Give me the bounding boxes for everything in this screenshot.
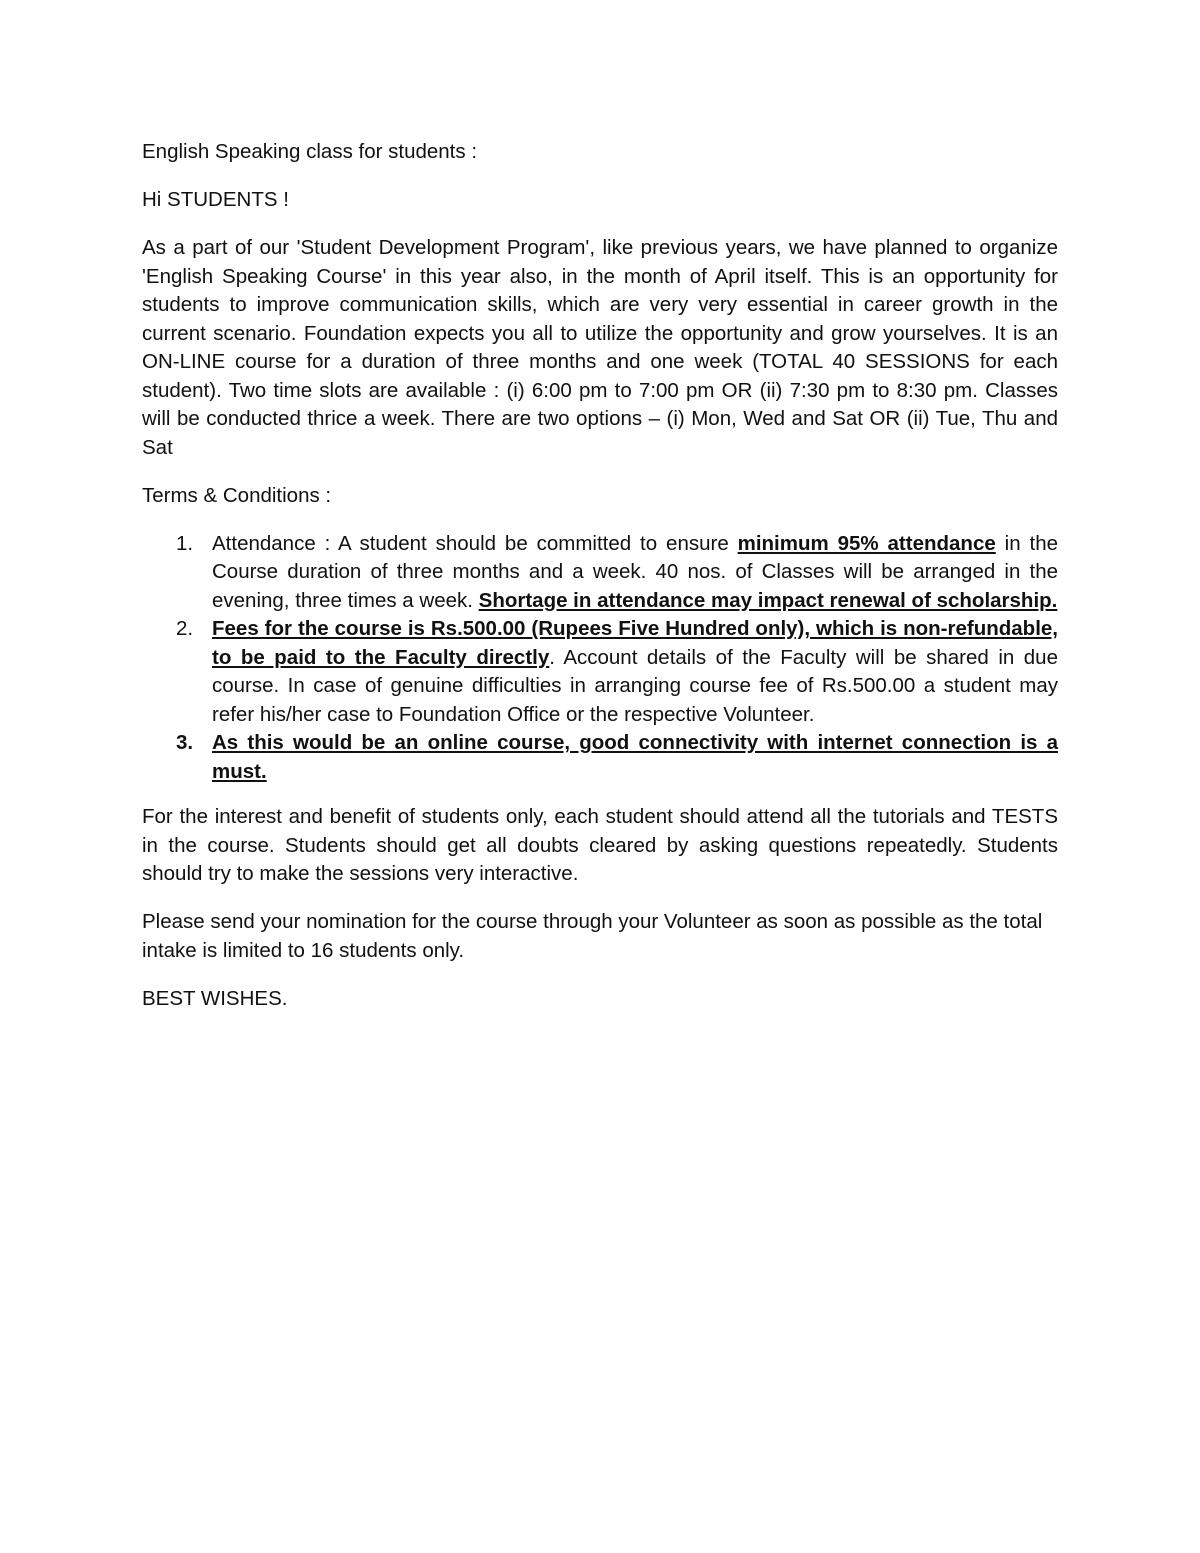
term-item-connectivity [142,729,1058,786]
term-item-fees [142,615,1058,729]
term-number: 2. [176,617,194,640]
term-text: Attendance : A student should be committed to ensure [212,531,738,555]
term-number: 3. [176,731,194,754]
interest-paragraph: For the interest and benefit of students only, each student should attend all the tutorials and TESTS in the course. Students should get all doubts cleared by asking questions repeatedly. Students should try to make the sessions very interactive. [142,805,1058,885]
term-emphasis: Fees for the course is Rs.500.00 (Rupees Five Hundred only), which is non-refundable, to be paid to the Faculty directly [212,617,1058,669]
term-text: in the Course duration of three months and a week. 40 nos. of Classes will be arranged in the evening, three times a week. [212,531,1058,612]
nomination-paragraph: Please send your nomination for the course through your Volunteer as soon as possible as the total intake is limited to 16 students only. [142,910,1043,962]
term-text: . Account details of the Faculty will be shared in due course. In case of genuine difficulties in arranging course fee of Rs.500.00 a student may refer his/her case to Foundation Office or the respective Volunteer. [212,645,1058,726]
term-emphasis: Shortage in attendance may impact renewal of scholarship. [478,588,1058,612]
document-title: English Speaking class for students : [142,140,478,163]
term-number: 1. [176,531,194,555]
intro-paragraph: As a part of our 'Student Development Program', like previous years, we have planned to organize 'English Speaking Course' in this year also, in the month of April itself. This is an opportunity for students to improve communication skills, which are very very essential in career growth in the current scenario. Foundation expects you all to utilize the opportunity and grow yourselves. It is an ON-LINE course for a duration of three months and one week (TOTAL 40 SESSIONS for each student). Two time slots are available : (i) 6:00 pm to 7:00 pm OR (ii) 7:30 pm to 8:30 pm. Classes will be conducted thrice a week. There are two options – (i) Mon, Wed and Sat OR (ii) Tue, Thu and Sat [142,236,1058,459]
greeting: Hi STUDENTS ! [142,188,289,211]
term-emphasis: As this would be an online course, good connectivity with internet connection is a must. [212,731,1058,783]
terms-heading: Terms & Conditions : [142,483,332,507]
term-item-attendance [142,530,1058,616]
closing-line: BEST WISHES. [142,986,288,1010]
terms-list [142,530,1058,787]
term-emphasis: minimum 95% attendance [737,531,996,555]
document-page [142,138,1058,1033]
